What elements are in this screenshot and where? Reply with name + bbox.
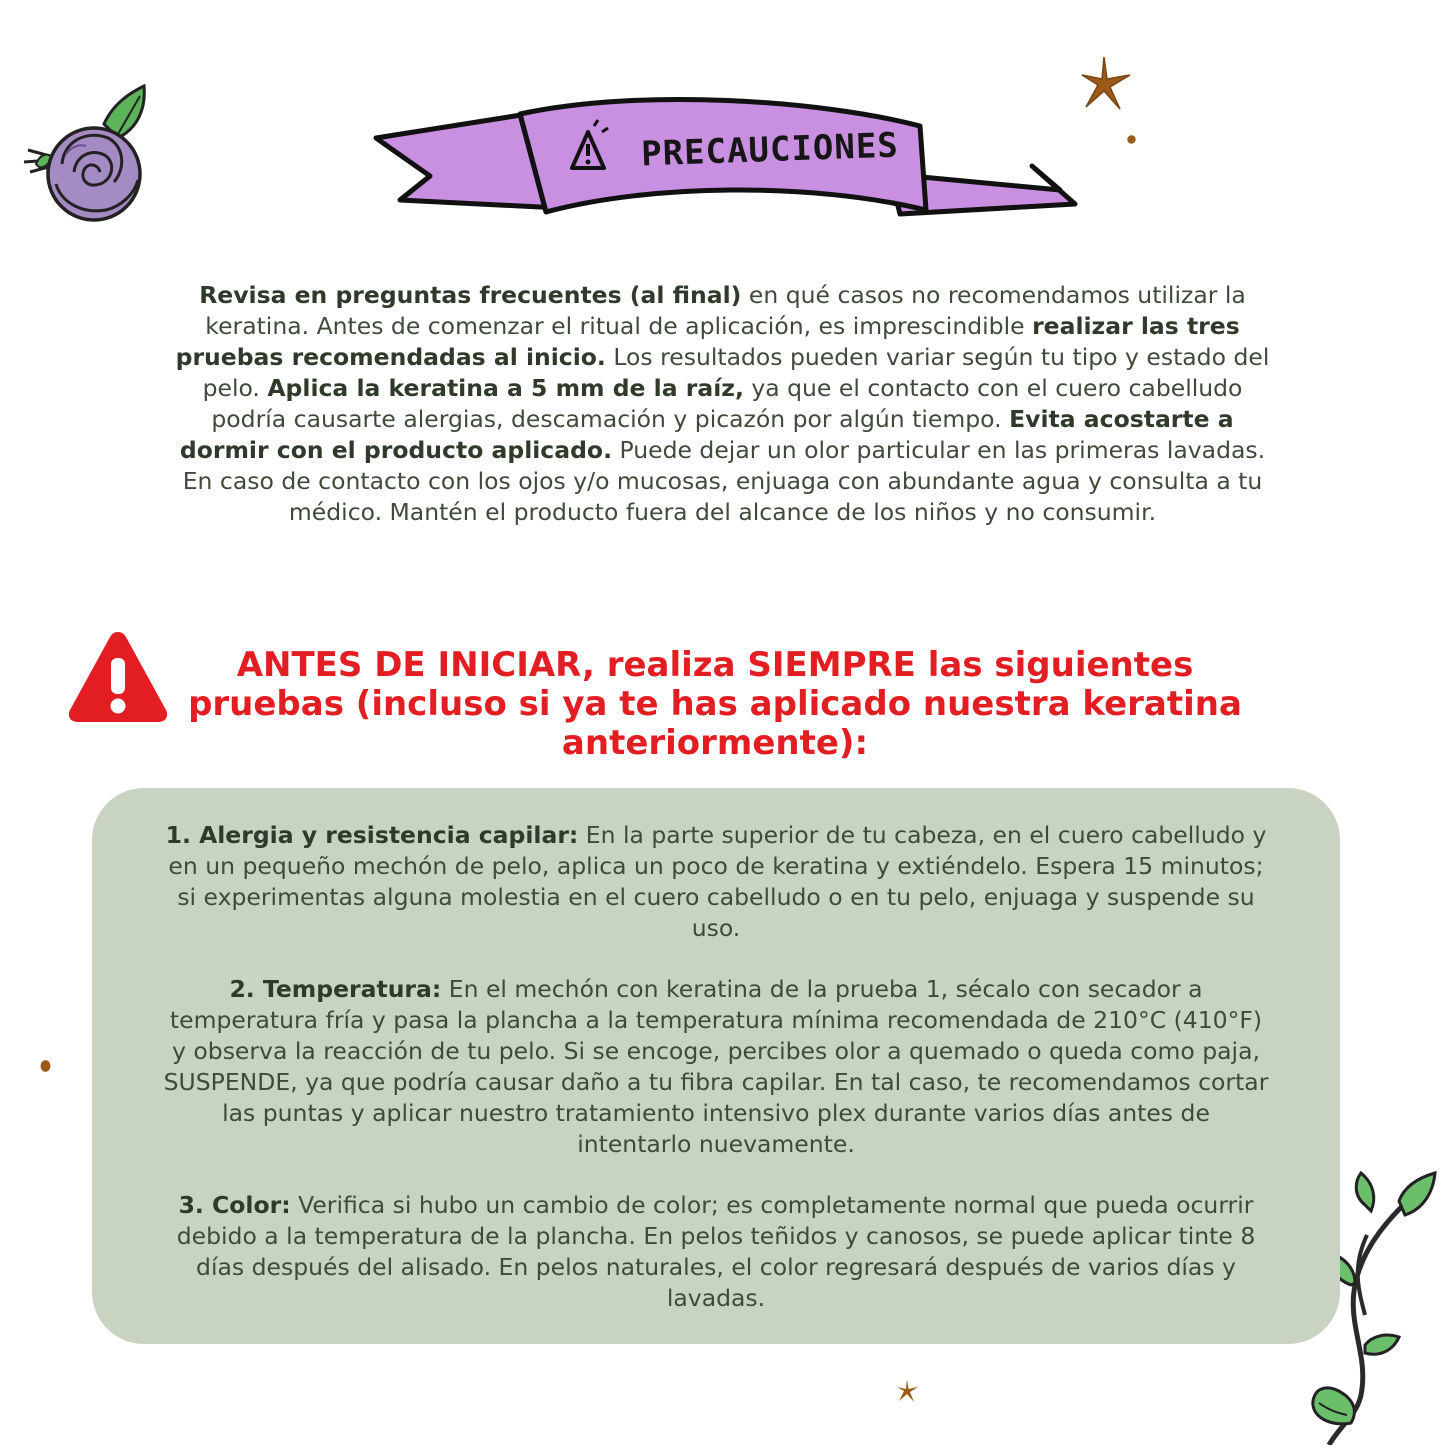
star-icon [896,1378,920,1404]
alert-triangle-icon [66,628,170,724]
test-item-allergy [162,820,1270,944]
test-text: En el mechón con keratina de la prueba 1, sécalo con secador a temperatura fría y pasa la plancha a la temperatura mínima recomendada de 210°C (410°F) y observa la reacción de tu pelo. Si se encoge, percibes olor a quemado o queda como paja, SUSPENDE, ya que podría causar daño a tu fibra capilar. En tal caso, te recomendamos cortar las puntas y aplicar nuestro tratamiento intensivo plex durante varios días antes de intentarlo nuevamente. [163,975,1269,1158]
tests-card [92,788,1340,1344]
dot-icon [1127,129,1136,138]
test-text: Verifica si hubo un cambio de color; es completamente normal que pueda ocurrir debido a la temperatura de la plancha. En pelos teñidos y canosos, se puede aplicar tinte 8 días después del alisado. En pelos naturales, el color regresará después de varios días y lavadas. [176,1191,1256,1312]
dot-icon [40,1057,51,1069]
intro-text: Puede dejar un olor particular en las primeras lavadas. En caso de contacto con los ojos y/o mucosas, enjuaga con abundante agua y consulta a tu médico. Mantén el producto fuera del alcance de los niños y no consumir. [182,436,1266,526]
intro-text: Los resultados pueden variar según tu tipo y estado del pelo. [202,343,1270,402]
intro-text: en qué casos no recomendamos utilizar la keratina. Antes de comenzar el ritual de aplicación, es imprescindible [205,281,1246,340]
star-icon [1080,55,1134,113]
intro-bold-text: realizar las tres pruebas recomendadas al inicio. [175,312,1240,371]
intro-bold-text: Evita acostarte a dormir con el producto aplicado. [179,405,1234,464]
intro-text: ya que el contacto con el cuero cabelludo podría causarte alergias, descamación y picazón por algún tiempo. [211,374,1243,433]
test-text: En la parte superior de tu cabeza, en el cuero cabelludo y en un pequeño mechón de pelo, aplica un poco de keratina y extiéndelo. Espera 15 minutos; si experimentas alguna molestia en el cuero cabelludo o en tu pelo, enjuaga y suspende su uso. [168,821,1267,942]
test-item-temperature [162,974,1270,1160]
banner-title: PRECAUCIONES [640,125,900,175]
test-label: 2. Temperatura: [229,975,442,1003]
test-item-color [162,1190,1270,1314]
intro-paragraph [175,280,1270,528]
title-banner [360,78,1085,228]
intro-bold-text: Aplica la keratina a 5 mm de la raíz, [267,374,744,402]
test-label: 3. Color: [178,1191,291,1219]
rose-icon [22,84,152,224]
intro-bold-text: Revisa en preguntas frecuentes (al final) [199,281,742,309]
test-label: 1. Alergia y resistencia capilar: [165,821,579,849]
alert-heading: ANTES DE INICIAR, realiza SIEMPRE las siguientes pruebas (incluso si ya te has aplicado nuestra keratina anteriormente): [188,645,1242,763]
